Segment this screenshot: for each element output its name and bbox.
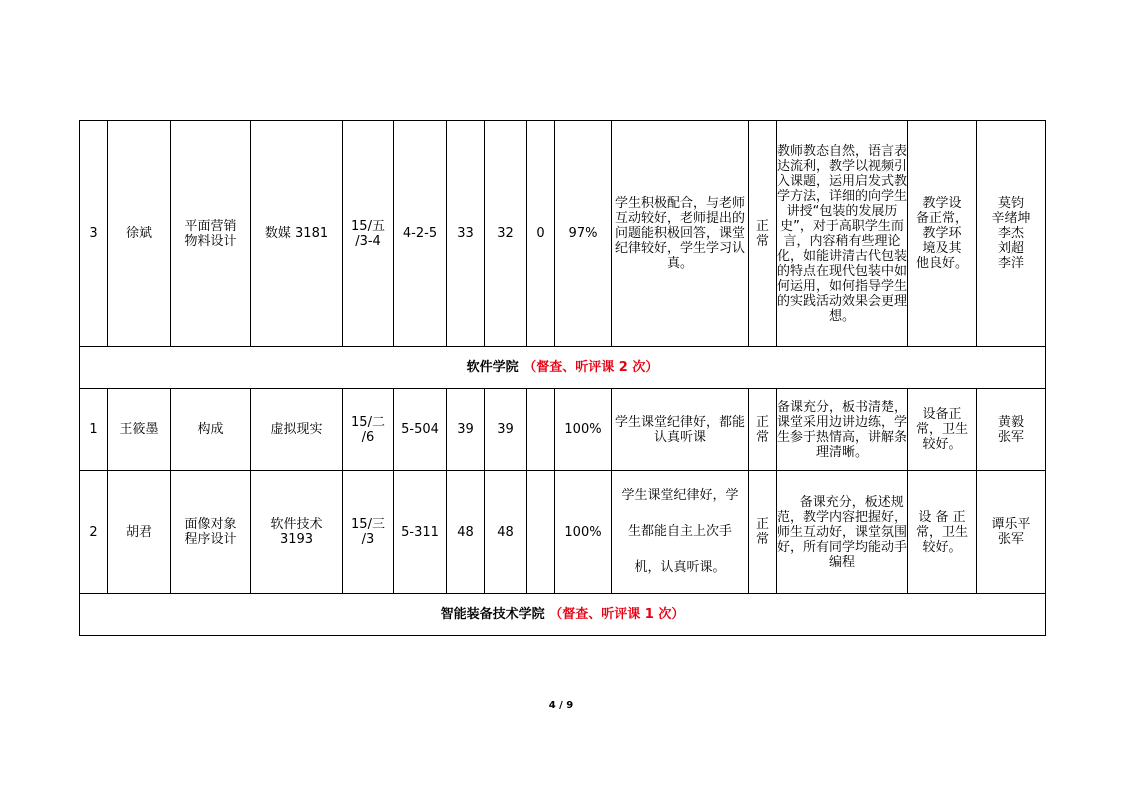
course-name: 面像对象 程序设计: [171, 471, 251, 594]
section-header: [80, 347, 1046, 389]
absent-count: [527, 471, 555, 594]
order-status: 正 常: [749, 389, 777, 471]
inspectors: 谭乐平 张军: [977, 471, 1046, 594]
table-row: [80, 471, 1046, 594]
teacher-name: 胡君: [108, 471, 171, 594]
attendance-rate: 97%: [555, 121, 612, 347]
present-count: 48: [485, 471, 527, 594]
enrolled-count: 48: [447, 471, 485, 594]
order-status: 正 常: [749, 471, 777, 594]
enrolled-count: 33: [447, 121, 485, 347]
class-time: 15/三 /3: [343, 471, 394, 594]
environment-status: 教学设 备正常， 教学环 境及其 他良好。: [908, 121, 977, 347]
classroom: 5-504: [394, 389, 447, 471]
absent-count: [527, 389, 555, 471]
classroom: 4-2-5: [394, 121, 447, 347]
section-note: （督查、听评课 1 次）: [549, 607, 685, 622]
section-note: （督查、听评课 2 次）: [523, 360, 659, 375]
table-row: [80, 389, 1046, 471]
class-name: 软件技术 3193: [251, 471, 343, 594]
teacher-name: 王筱墨: [108, 389, 171, 471]
student-evaluation: 学生课堂纪律好，都能认真听课: [612, 389, 749, 471]
row-number: 3: [80, 121, 108, 347]
absent-count: 0: [527, 121, 555, 347]
class-name: 数媒 3181: [251, 121, 343, 347]
row-number: 2: [80, 471, 108, 594]
teacher-evaluation: 教师教态自然，语言表达流利，教学以视频引入课题，运用启发式教学方法，详细的向学生讲授“包装的发展历史”，对于高职学生而言，内容稍有些理论化，如能讲清古代包装的特点在现代包装中如何运用，如何指导学生的实践活动效果会更理想。: [777, 121, 908, 347]
class-time: 15/五 /3-4: [343, 121, 394, 347]
student-evaluation: 学生课堂纪律好，学 生都能自主上次手 机，认真听课。: [612, 471, 749, 594]
class-time: 15/二 /6: [343, 389, 394, 471]
teacher-name: 徐斌: [108, 121, 171, 347]
student-evaluation: 学生积极配合，与老师互动较好，老师提出的问题能积极回答，课堂纪律较好，学生学习认真。: [612, 121, 749, 347]
enrolled-count: 39: [447, 389, 485, 471]
inspection-table: [79, 120, 1046, 636]
section-name: 软件学院: [466, 360, 519, 375]
teacher-evaluation: 备课充分，板述规范，教学内容把握好，师生互动好，课堂氛围好，所有同学均能动手编程: [777, 471, 908, 594]
present-count: 39: [485, 389, 527, 471]
environment-status: 设备正 常，卫生 较好。: [908, 389, 977, 471]
course-name: 构成: [171, 389, 251, 471]
present-count: 32: [485, 121, 527, 347]
section-name: 智能装备技术学院: [440, 607, 545, 622]
teacher-evaluation: 备课充分，板书清楚，课堂采用边讲边练，学生参于热情高，讲解条理清晰。: [777, 389, 908, 471]
attendance-rate: 100%: [555, 389, 612, 471]
classroom: 5-311: [394, 471, 447, 594]
row-number: 1: [80, 389, 108, 471]
order-status: 正 常: [749, 121, 777, 347]
page-number: 4 / 9: [548, 700, 574, 711]
class-name: 虚拟现实: [251, 389, 343, 471]
inspectors: 黄毅 张军: [977, 389, 1046, 471]
table-row: [80, 121, 1046, 347]
section-header: [80, 594, 1046, 636]
environment-status: 设 备 正 常，卫生 较好。: [908, 471, 977, 594]
inspectors: 莫钧 辛绪坤 李杰 刘超 李洋: [977, 121, 1046, 347]
course-name: 平面营销 物料设计: [171, 121, 251, 347]
attendance-rate: 100%: [555, 471, 612, 594]
